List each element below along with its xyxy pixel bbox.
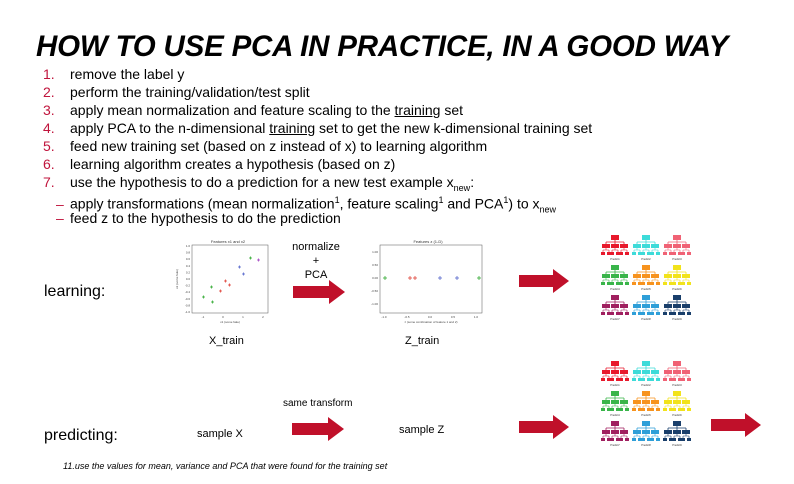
y-tick-label: -0.50 [371,289,378,293]
tree-icon [632,421,660,447]
y-tick-label: -1.00 [371,302,378,306]
x-axis-label: z (some combination of feature 1 and 2) [404,320,458,324]
y-tick-label: 0.00 [372,276,378,280]
tree-label: Predict8 [641,444,651,447]
tree-icon [632,391,660,417]
step-text-end: : [470,174,475,190]
tree-label: Predict7 [610,318,620,321]
step-number: 4. [43,120,55,136]
tree-icon [601,391,629,417]
tree-icon [663,265,691,291]
x-tick-label: -0.5 [404,315,410,319]
tree-label: Predict2 [641,384,651,387]
step-7 [43,173,773,191]
step-text-end: set [440,102,464,118]
substep-text: apply transformations (mean normalization [70,195,335,212]
substep-a [43,191,773,215]
footnote-mark: 1 [503,195,509,205]
tree-icon [663,235,691,261]
step-text: perform the training/validation/test split [70,84,310,100]
tree-label: Predict6 [672,414,682,417]
tree-label: Predict6 [672,288,682,291]
plot-title: Features x1 and x2 [210,239,246,244]
arrow-right-icon [519,415,569,439]
tree-label: Predict4 [610,414,620,417]
subscript: new [453,182,471,193]
x-tick-label: 1 [242,315,244,319]
step-number: 1. [43,66,55,82]
tree-icon [601,421,629,447]
x-axis-label: x1 (some fake) [220,320,240,324]
step-3 [43,101,773,119]
dash: – [56,210,64,226]
tree-label: Predict5 [641,414,651,417]
plot-area [192,245,268,313]
tree-icon [632,361,660,387]
label-line: PCA [304,269,328,281]
step-number: 5. [43,138,55,154]
tree-icon [632,295,660,321]
x-tick-label: 2 [262,315,264,319]
step-text-end: set to get the new k-dimensional training set [315,120,593,136]
steps-list [43,65,773,227]
tree-label: Predict2 [641,258,651,261]
random-forest-trained-icon [601,234,696,324]
y-axis-label: x2 (some fake) [175,269,179,289]
y-tick-label: -1.0 [184,310,190,314]
dash: – [56,195,64,212]
y-tick-label: -0.8 [184,303,190,308]
x-train-caption: X_train [209,335,244,347]
learning-label: learning: [44,283,106,300]
plot-area [380,245,482,313]
x-tick-label: -1.0 [381,315,387,319]
tree-label: Predict3 [672,258,682,261]
label-line: normalize [292,241,340,253]
tree-icon [601,265,629,291]
step-text: use the hypothesis to do a prediction for a new test example x [70,174,454,190]
z-train-caption: Z_train [405,335,440,347]
footnote-mark: 1 [438,195,444,205]
x-train-scatter-plot [172,236,278,326]
tree-label: Predict9 [672,444,682,447]
y-tick-label: 0.6 [185,257,190,262]
tree-icon [663,421,691,447]
step-number: 3. [43,102,55,118]
substep-text: and PCA [443,195,504,212]
plot-title: Features z (1-D) [413,239,443,244]
tree-icon [663,391,691,417]
tree-icon [601,361,629,387]
tree-label: Predict7 [610,444,620,447]
x-tick-label: -1 [201,315,205,319]
y-tick-label: -0.4 [184,290,190,295]
label-line: + [312,255,320,267]
same-transform-label: same transform [283,398,353,409]
y-tick-label: 0.0 [185,277,190,281]
y-tick-label: -0.6 [184,296,190,301]
underlined-word: training [394,102,441,118]
y-tick-label: 0.8 [185,250,190,255]
x-tick-label: 0.0 [427,315,433,319]
tree-label: Predict5 [641,288,651,291]
tree-icon [663,361,691,387]
arrow-right-icon [292,417,344,441]
step-5 [43,137,773,155]
tree-label: Predict8 [641,318,651,321]
step-number: 6. [43,156,55,172]
step-1 [43,65,773,83]
step-text: apply PCA to the n-dimensional [70,120,270,136]
tree-icon [663,295,691,321]
arrow-right-icon [711,413,761,437]
footnote: 11.use the values for mean, variance and PCA that were found for the training set [63,461,388,471]
normalize-pca-label [288,240,344,282]
step-number: 2. [43,84,55,100]
y-tick-label: 0.2 [185,270,190,275]
z-train-plot [362,236,488,326]
y-tick-label: 1.0 [185,244,190,248]
predicting-label: predicting: [44,427,118,444]
random-forest-predict-icon [601,360,696,450]
substep-text: feed z to the hypothesis to do the prediction [70,210,341,226]
substep-text: , feature scaling [339,195,439,212]
subscript: new [539,204,557,215]
x-tick-label: 0.5 [450,315,456,319]
step-text: remove the label y [70,66,185,82]
underlined-word: training [269,120,316,136]
arrow-right-icon [519,269,569,293]
tree-label: Predict4 [610,288,620,291]
tree-label: Predict9 [672,318,682,321]
x-tick-label: 0 [222,315,224,319]
step-text: feed new training set (based on z instead of x) to learning algorithm [70,138,488,154]
tree-icon [601,235,629,261]
step-text: learning algorithm creates a hypothesis (based on z) [70,156,396,172]
sample-x-caption: sample X [197,428,243,440]
tree-icon [632,235,660,261]
step-6 [43,155,773,173]
tree-label: Predict3 [672,384,682,387]
sample-z-caption: sample Z [399,424,445,436]
y-tick-label: 1.00 [372,250,378,254]
step-4 [43,119,773,137]
y-tick-label: 0.50 [372,263,378,267]
tree-icon [632,265,660,291]
page-title: HOW TO USE PCA IN PRACTICE, IN A GOOD WAY [36,30,729,63]
substep-text: ) to x [508,195,540,212]
y-tick-label: 0.4 [185,263,190,268]
step-2 [43,83,773,101]
step-number: 7. [43,174,55,190]
y-tick-label: -0.2 [184,283,190,288]
footnote-mark: 1 [334,195,340,205]
tree-label: Predict1 [610,384,620,387]
tree-label: Predict1 [610,258,620,261]
x-tick-label: 1.0 [473,315,479,319]
arrow-right-icon [293,280,345,304]
tree-icon [601,295,629,321]
step-text: apply mean normalization and feature scaling to the [70,102,395,118]
